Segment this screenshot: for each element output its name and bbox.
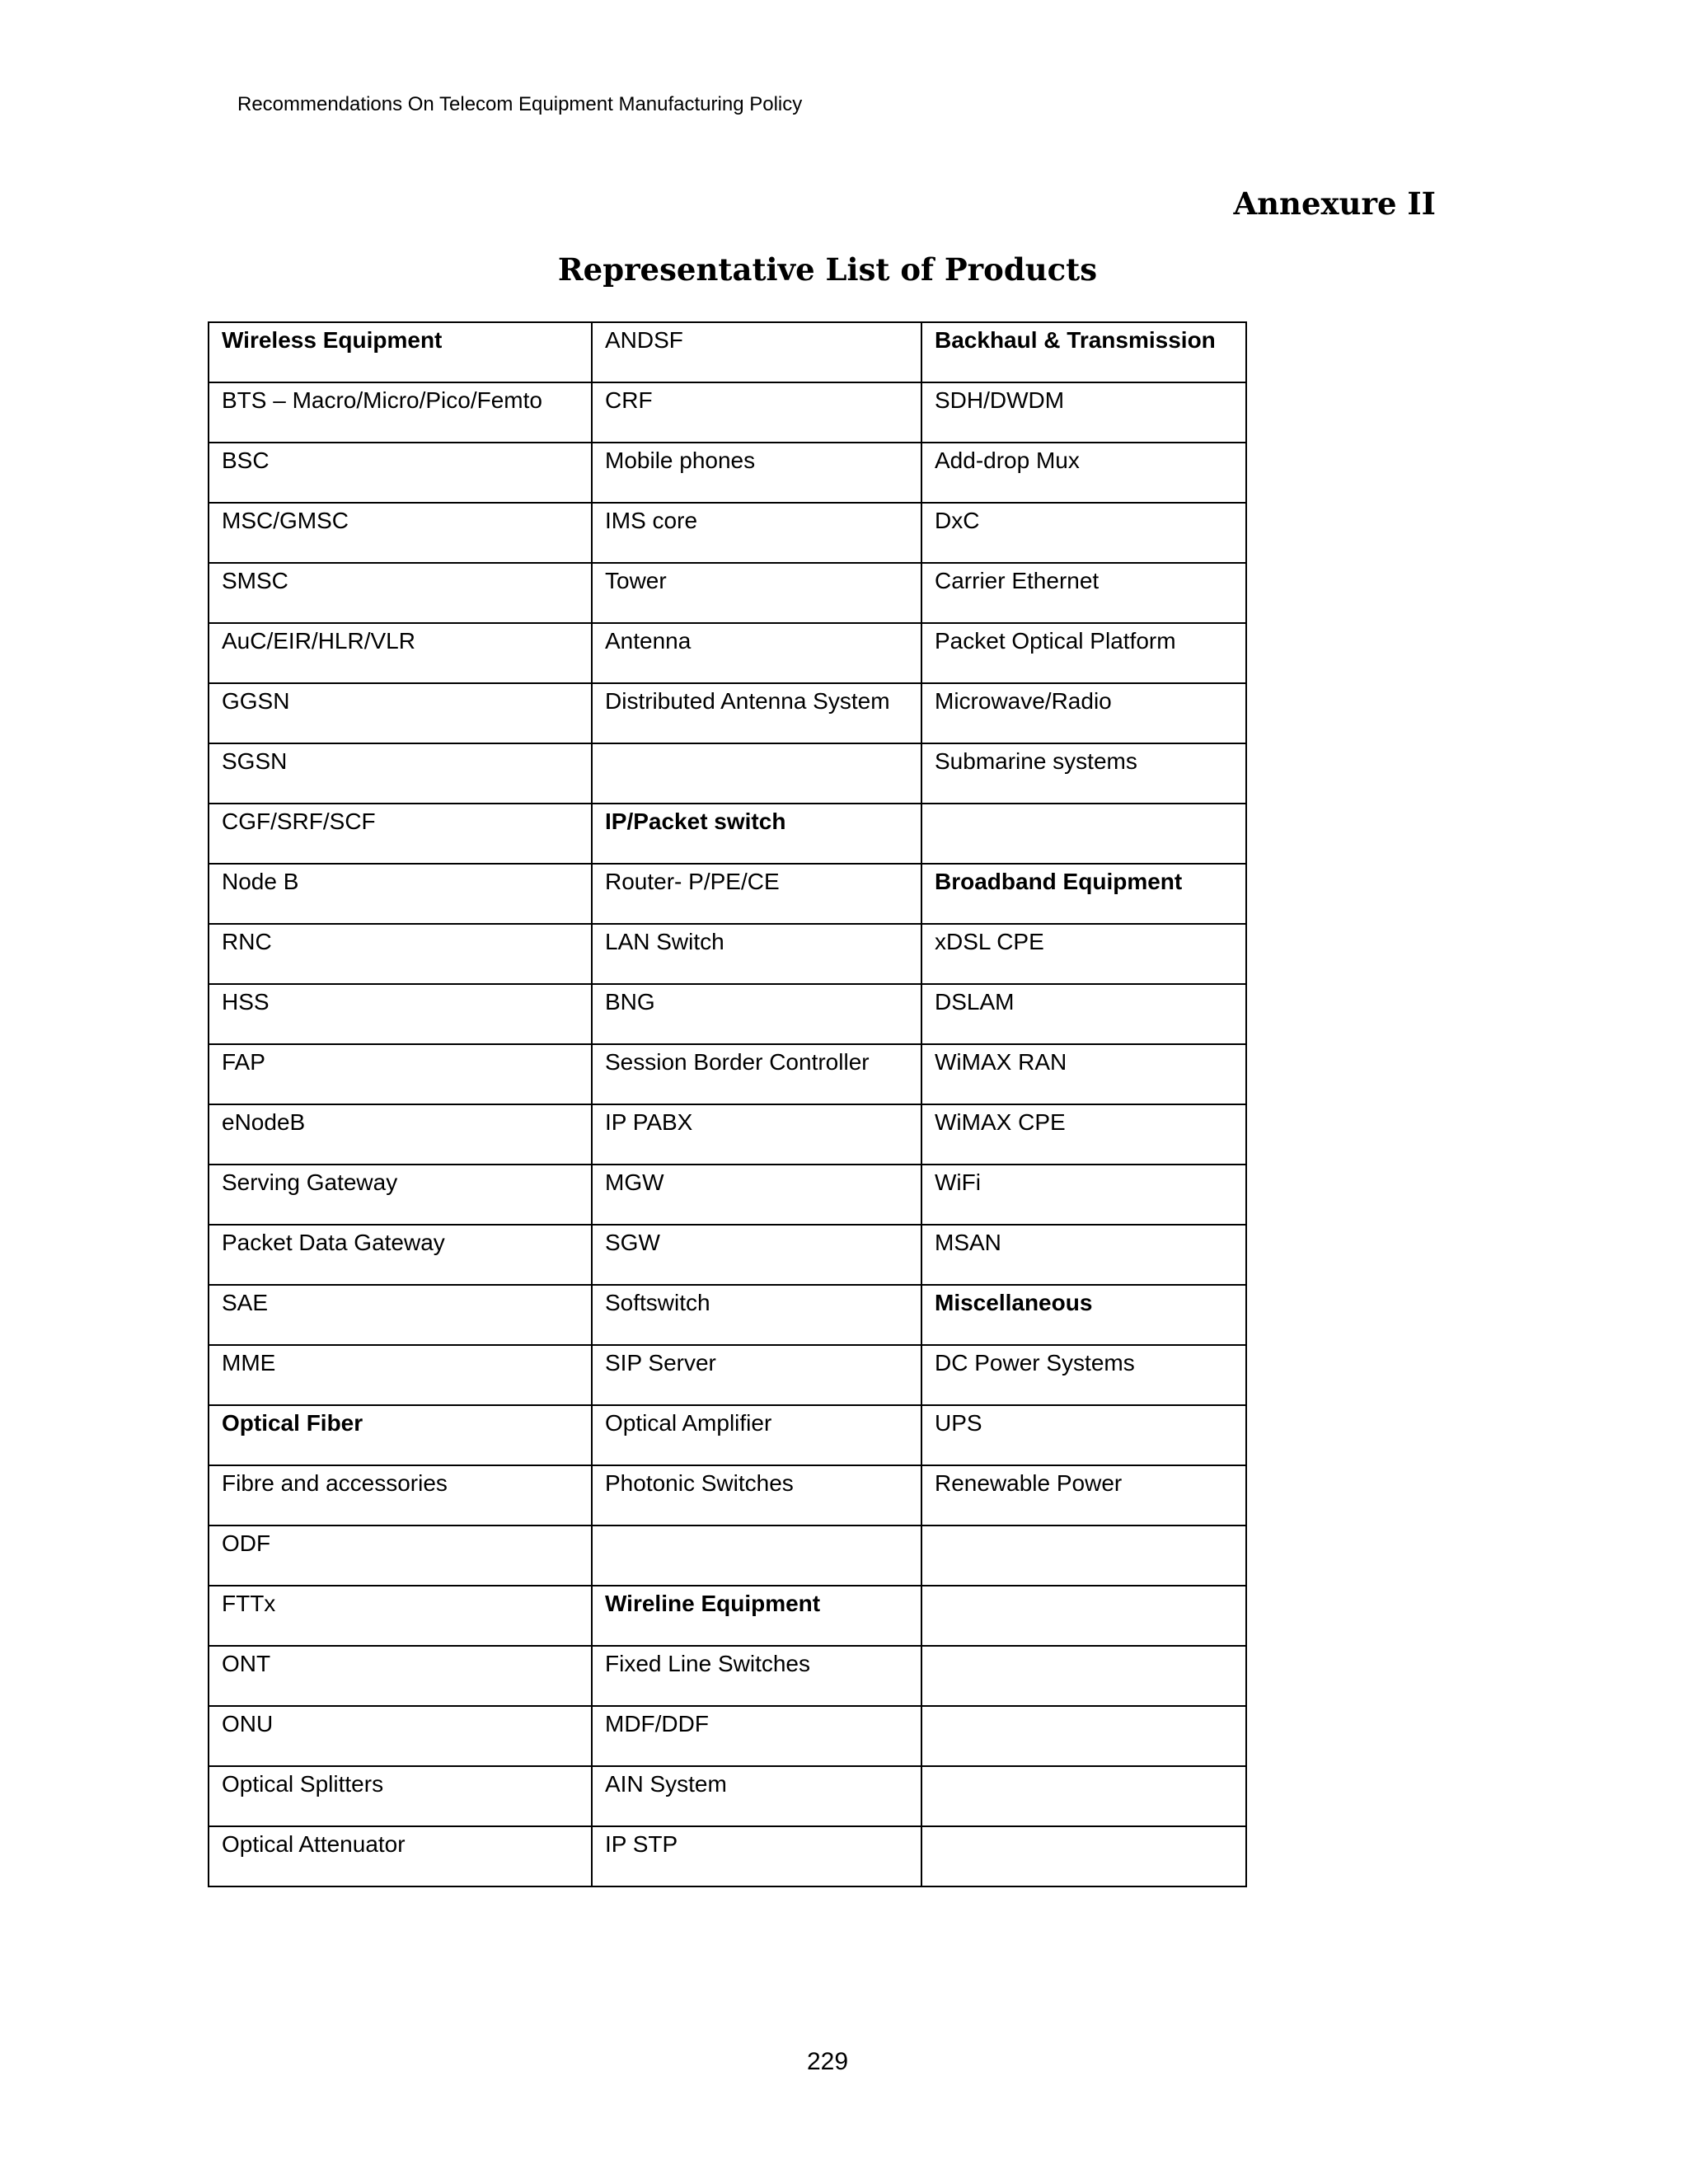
table-row	[209, 1345, 1246, 1405]
table-row	[209, 864, 1246, 924]
table-cell: IP STP	[592, 1826, 921, 1886]
table-row	[209, 382, 1246, 443]
table-cell: Node B	[209, 864, 592, 924]
table-cell: Serving Gateway	[209, 1165, 592, 1225]
table-row	[209, 1285, 1246, 1345]
table-row	[209, 503, 1246, 563]
table-row	[209, 984, 1246, 1044]
running-header: Recommendations On Telecom Equipment Manufacturing Policy	[237, 93, 803, 115]
table-row	[209, 563, 1246, 623]
table-cell: Miscellaneous	[921, 1285, 1246, 1345]
table-cell: Mobile phones	[592, 443, 921, 503]
table-cell: Wireline Equipment	[592, 1586, 921, 1646]
table-cell	[921, 1826, 1246, 1886]
table-cell: BSC	[209, 443, 592, 503]
page-title: Representative List of Products	[557, 251, 1098, 288]
table-cell	[921, 1526, 1246, 1586]
page-number: 229	[806, 2048, 849, 2075]
table-row	[209, 1766, 1246, 1826]
table-row	[209, 1646, 1246, 1706]
table-cell	[921, 1766, 1246, 1826]
table-cell	[592, 1526, 921, 1586]
table-cell: Add-drop Mux	[921, 443, 1246, 503]
products-table	[208, 321, 1247, 1887]
table-cell: ONT	[209, 1646, 592, 1706]
table-cell: Submarine systems	[921, 743, 1246, 804]
table-cell: Optical Fiber	[209, 1405, 592, 1465]
table-row	[209, 1225, 1246, 1285]
table-cell: Softswitch	[592, 1285, 921, 1345]
table-row	[209, 683, 1246, 743]
table-cell	[592, 743, 921, 804]
table-cell: MSAN	[921, 1225, 1246, 1285]
table-cell: AIN System	[592, 1766, 921, 1826]
table-cell: HSS	[209, 984, 592, 1044]
table-row	[209, 443, 1246, 503]
table-cell: Antenna	[592, 623, 921, 683]
table-cell: Optical Splitters	[209, 1766, 592, 1826]
table-cell: FAP	[209, 1044, 592, 1104]
table-cell: Optical Attenuator	[209, 1826, 592, 1886]
table-cell: GGSN	[209, 683, 592, 743]
table-cell: Backhaul & Transmission	[921, 322, 1246, 382]
table-cell: Photonic Switches	[592, 1465, 921, 1526]
table-cell: Distributed Antenna System	[592, 683, 921, 743]
table-cell: WiMAX CPE	[921, 1104, 1246, 1165]
table-cell: Tower	[592, 563, 921, 623]
table-cell: IP PABX	[592, 1104, 921, 1165]
table-row	[209, 623, 1246, 683]
table-cell: Carrier Ethernet	[921, 563, 1246, 623]
table-cell: CRF	[592, 382, 921, 443]
table-cell	[921, 804, 1246, 864]
products-table-body	[209, 322, 1246, 1886]
table-cell: Session Border Controller	[592, 1044, 921, 1104]
table-cell: Packet Data Gateway	[209, 1225, 592, 1285]
table-cell: WiFi	[921, 1165, 1246, 1225]
table-row	[209, 1044, 1246, 1104]
table-cell: ANDSF	[592, 322, 921, 382]
table-cell: SGSN	[209, 743, 592, 804]
table-cell: RNC	[209, 924, 592, 984]
table-cell: SAE	[209, 1285, 592, 1345]
table-cell: xDSL CPE	[921, 924, 1246, 984]
table-row	[209, 1104, 1246, 1165]
table-row	[209, 1706, 1246, 1766]
table-cell: SGW	[592, 1225, 921, 1285]
table-cell: Microwave/Radio	[921, 683, 1246, 743]
table-cell: AuC/EIR/HLR/VLR	[209, 623, 592, 683]
table-cell: eNodeB	[209, 1104, 592, 1165]
annexure-label: Annexure II	[1233, 185, 1436, 222]
table-cell: DxC	[921, 503, 1246, 563]
table-cell: BNG	[592, 984, 921, 1044]
table-cell: IP/Packet switch	[592, 804, 921, 864]
table-cell: MGW	[592, 1165, 921, 1225]
table-cell: ODF	[209, 1526, 592, 1586]
table-cell: FTTx	[209, 1586, 592, 1646]
table-cell: ONU	[209, 1706, 592, 1766]
table-cell	[921, 1586, 1246, 1646]
table-cell: Optical Amplifier	[592, 1405, 921, 1465]
table-cell: Broadband Equipment	[921, 864, 1246, 924]
table-row	[209, 322, 1246, 382]
table-cell: CGF/SRF/SCF	[209, 804, 592, 864]
table-cell: DC Power Systems	[921, 1345, 1246, 1405]
table-cell: SIP Server	[592, 1345, 921, 1405]
table-row	[209, 1826, 1246, 1886]
table-row	[209, 1405, 1246, 1465]
table-row	[209, 804, 1246, 864]
table-row	[209, 1165, 1246, 1225]
table-cell: LAN Switch	[592, 924, 921, 984]
table-row	[209, 1465, 1246, 1526]
table-row	[209, 1586, 1246, 1646]
table-cell: Fibre and accessories	[209, 1465, 592, 1526]
table-row	[209, 924, 1246, 984]
table-cell: Packet Optical Platform	[921, 623, 1246, 683]
table-cell: IMS core	[592, 503, 921, 563]
table-cell: Renewable Power	[921, 1465, 1246, 1526]
table-cell: Fixed Line Switches	[592, 1646, 921, 1706]
table-row	[209, 1526, 1246, 1586]
table-cell: SMSC	[209, 563, 592, 623]
table-cell: Wireless Equipment	[209, 322, 592, 382]
table-cell: DSLAM	[921, 984, 1246, 1044]
table-cell: SDH/DWDM	[921, 382, 1246, 443]
table-cell: BTS – Macro/Micro/Pico/Femto	[209, 382, 592, 443]
table-row	[209, 743, 1246, 804]
table-cell: UPS	[921, 1405, 1246, 1465]
table-cell: WiMAX RAN	[921, 1044, 1246, 1104]
table-cell	[921, 1706, 1246, 1766]
table-cell: Router- P/PE/CE	[592, 864, 921, 924]
table-cell	[921, 1646, 1246, 1706]
table-cell: MME	[209, 1345, 592, 1405]
table-cell: MSC/GMSC	[209, 503, 592, 563]
table-cell: MDF/DDF	[592, 1706, 921, 1766]
